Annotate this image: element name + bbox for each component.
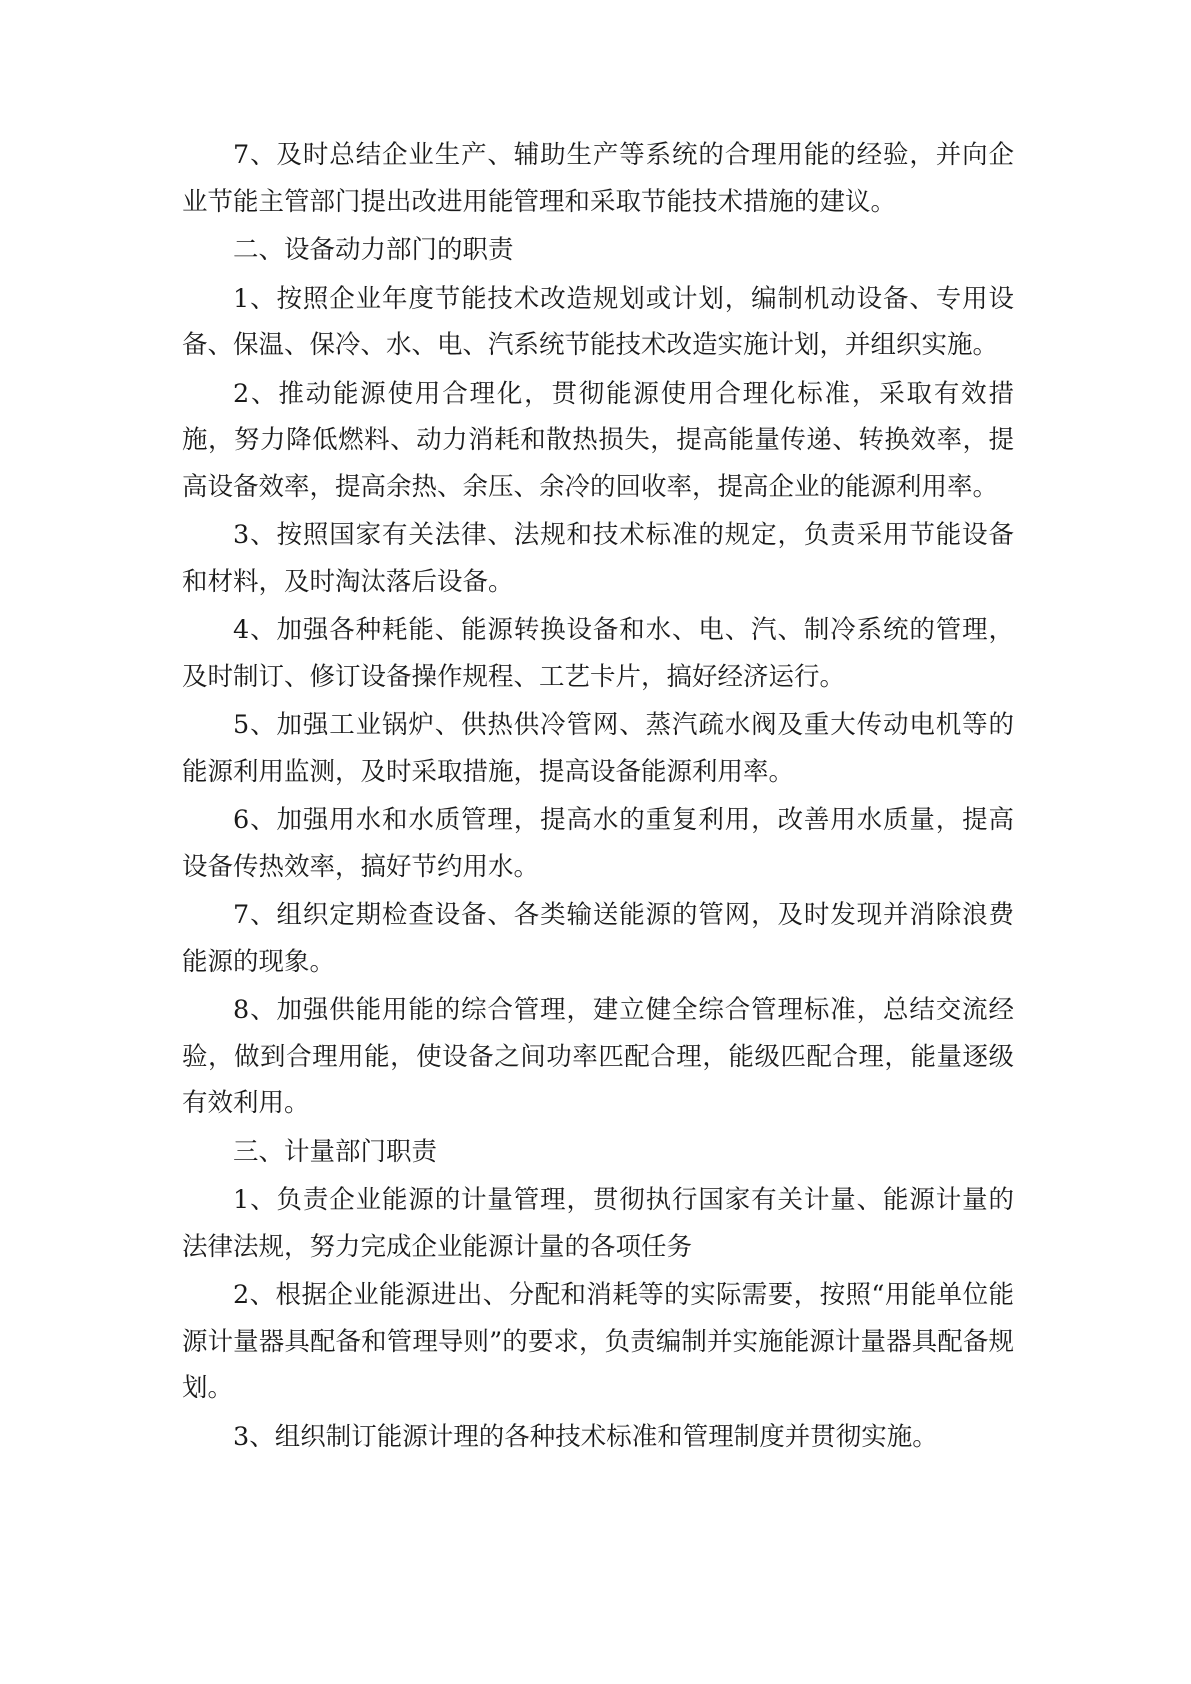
paragraph-equipment-8: 8、加强供能用能的综合管理，建立健全综合管理标准，总结交流经验，做到合理用能，使设备之间功率匹配合理，能级匹配合理，能量逐级有效利用。 — [182, 995, 1014, 1118]
paragraph-item-7-summary: 7、及时总结企业生产、辅助生产等系统的合理用能的经验，并向企业节能主管部门提出改进用能管理和采取节能技术措施的建议。 — [182, 140, 1014, 217]
paragraph-metering-2: 2、根据企业能源进出、分配和消耗等的实际需要，按照“用能单位能源计量器具配备和管理导则”的要求，负责编制并实施能源计量器具配备规划。 — [182, 1280, 1014, 1403]
paragraph-equipment-4: 4、加强各种耗能、能源转换设备和水、电、汽、制冷系统的管理，及时制订、修订设备操作规程、工艺卡片，搞好经济运行。 — [182, 615, 1014, 692]
paragraph-metering-1: 1、负责企业能源的计量管理，贯彻执行国家有关计量、能源计量的法律法规，努力完成企业能源计量的各项任务 — [182, 1185, 1014, 1262]
paragraph-metering-3: 3、组织制订能源计理的各种技术标准和管理制度并贯彻实施。 — [233, 1421, 938, 1452]
paragraph-equipment-3: 3、按照国家有关法律、法规和技术标准的规定，负责采用节能设备和材料，及时淘汰落后设备。 — [182, 520, 1014, 597]
paragraph-equipment-7: 7、组织定期检查设备、各类输送能源的管网，及时发现并消除浪费能源的现象。 — [182, 900, 1014, 977]
paragraph-equipment-5: 5、加强工业锅炉、供热供冷管网、蒸汽疏水阀及重大传动电机等的能源利用监测，及时采取措施，提高设备能源利用率。 — [182, 710, 1014, 787]
paragraph-equipment-1: 1、按照企业年度节能技术改造规划或计划，编制机动设备、专用设备、保温、保冷、水、电、汽系统节能技术改造实施计划，并组织实施。 — [182, 283, 1014, 360]
paragraph-equipment-6: 6、加强用水和水质管理，提高水的重复利用，改善用水质量，提高设备传热效率，搞好节约用水。 — [182, 805, 1014, 882]
paragraph-equipment-2: 2、推动能源使用合理化，贯彻能源使用合理化标准，采取有效措施，努力降低燃料、动力消耗和散热损失，提高能量传递、转换效率，提高设备效率，提高余热、余压、余冷的回收率，提高企业的能源利用率。 — [182, 378, 1014, 502]
section-heading-metering: 三、计量部门职责 — [233, 1136, 438, 1167]
document-body — [182, 132, 1014, 1462]
section-heading-equipment-power: 二、设备动力部门的职责 — [233, 235, 514, 265]
